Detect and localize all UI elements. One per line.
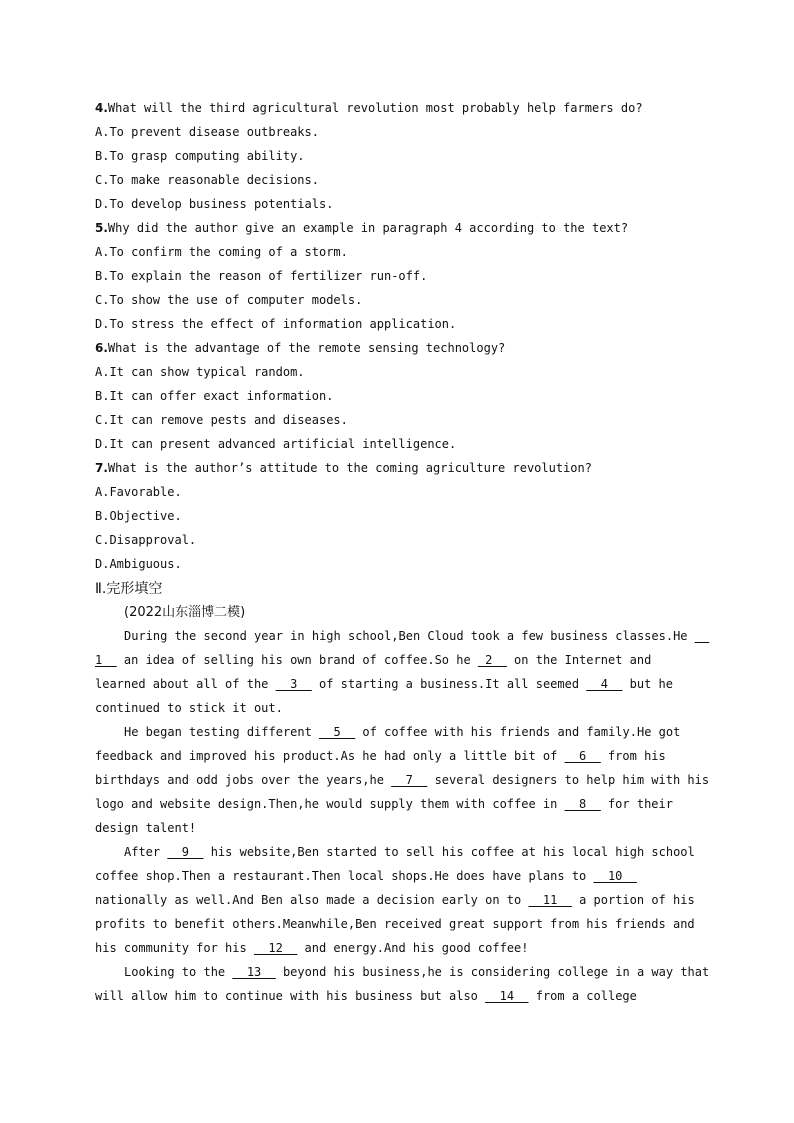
text-segment: During the second year in high school,Ben Cloud took a few business classes.He <box>124 629 695 643</box>
option-c: C.Disapproval. <box>95 533 197 547</box>
question-number: 5. <box>95 221 108 235</box>
text-segment: After <box>124 845 168 859</box>
text-segment: from his <box>600 749 666 763</box>
blank-4: __4__ <box>586 677 623 691</box>
text-segment: and energy.And his good coffee! <box>297 941 529 955</box>
text-segment: logo and website design.Then,he would supply them with coffee in <box>95 797 565 811</box>
passage-line: design talent! <box>95 821 197 835</box>
question-number: 7. <box>95 461 108 475</box>
source-note: (2022山东淄博二模) <box>124 605 246 620</box>
text-segment: Looking to the <box>124 965 233 979</box>
question-text: What is the author’s attitude to the coming agriculture revolution? <box>107 461 592 475</box>
blank-1-cont: 1__ <box>95 653 117 667</box>
text-segment: coffee shop.Then a restaurant.Then local shops.He does have plans to <box>95 869 594 883</box>
blank-12: __12__ <box>253 941 298 955</box>
passage-line <box>95 891 695 909</box>
text-segment: several designers to help him with his <box>427 773 710 787</box>
text-segment: learned about all of the <box>95 677 276 691</box>
text-segment: his community for his <box>95 941 254 955</box>
blank-10: __10__ <box>593 869 637 883</box>
passage-line <box>95 795 695 813</box>
passage-line <box>95 867 695 885</box>
option-a: A.To prevent disease outbreaks. <box>95 125 319 139</box>
blank-7: __7__ <box>391 773 428 787</box>
option-b: B.Objective. <box>95 509 182 523</box>
blank-6: __6__ <box>564 749 601 763</box>
option-a: A.Favorable. <box>95 485 182 499</box>
passage-line <box>95 747 695 765</box>
text-segment: nationally as well.And Ben also made a decision early on to <box>95 893 529 907</box>
question-5 <box>95 219 695 237</box>
blank-2: _2__ <box>477 653 507 667</box>
question-number: 6. <box>95 341 108 355</box>
blank-5: __5__ <box>319 725 356 739</box>
option-d: D.To stress the effect of information application. <box>95 317 457 331</box>
option-a: A.To confirm the coming of a storm. <box>95 245 348 259</box>
text-segment: on the Internet and <box>506 653 652 667</box>
passage-line <box>95 675 695 693</box>
question-number: 4. <box>95 101 108 115</box>
section-title: Ⅱ.完形填空 <box>95 581 163 597</box>
text-segment: but he <box>622 677 673 691</box>
option-c: C.To make reasonable decisions. <box>95 173 319 187</box>
blank-1: __ <box>694 629 710 643</box>
text-segment: for their <box>600 797 673 811</box>
question-text: Why did the author give an example in paragraph 4 according to the text? <box>107 221 629 235</box>
text-segment: beyond his business,he is considering college in a way that <box>275 965 710 979</box>
blank-3: __3__ <box>275 677 312 691</box>
text-segment: He began testing different <box>124 725 320 739</box>
blank-11: __11__ <box>528 893 572 907</box>
passage-line <box>124 627 710 645</box>
passage-line <box>124 843 694 861</box>
text-segment: of starting a business.It all seemed <box>311 677 587 691</box>
question-4 <box>95 99 695 117</box>
question-7 <box>95 459 695 477</box>
option-d: D.Ambiguous. <box>95 557 182 571</box>
question-text: What will the third agricultural revolution most probably help farmers do? <box>107 101 643 115</box>
option-a: A.It can show typical random. <box>95 365 305 379</box>
text-segment: a portion of his <box>571 893 695 907</box>
option-b: B.To grasp computing ability. <box>95 149 305 163</box>
passage-line <box>95 939 695 957</box>
option-d: D.To develop business potentials. <box>95 197 334 211</box>
passage-line: profits to benefit others.Meanwhile,Ben received great support from his friends and <box>95 917 695 931</box>
blank-9: __9__ <box>167 845 204 859</box>
text-segment: from a college <box>528 989 637 1003</box>
text-segment: of coffee with his friends and family.He got <box>355 725 681 739</box>
blank-13: __13__ <box>232 965 276 979</box>
option-c: C.It can remove pests and diseases. <box>95 413 348 427</box>
question-text: What is the advantage of the remote sensing technology? <box>107 341 506 355</box>
text-segment: feedback and improved his product.As he had only a little bit of <box>95 749 565 763</box>
text-segment: will allow him to continue with his business but also <box>95 989 486 1003</box>
passage-line <box>124 723 694 741</box>
passage-line <box>95 771 710 789</box>
option-c: C.To show the use of computer models. <box>95 293 363 307</box>
text-segment: an idea of selling his own brand of coffee.So he <box>116 653 478 667</box>
passage-line <box>95 987 695 1005</box>
passage-line <box>124 963 710 981</box>
option-b: B.It can offer exact information. <box>95 389 334 403</box>
option-b: B.To explain the reason of fertilizer run-off. <box>95 269 428 283</box>
blank-14: __14__ <box>485 989 529 1003</box>
blank-8: __8__ <box>564 797 601 811</box>
passage-line: continued to stick it out. <box>95 701 283 715</box>
passage-line <box>95 651 695 669</box>
text-segment: his website,Ben started to sell his coffee at his local high school <box>203 845 695 859</box>
question-6 <box>95 339 695 357</box>
text-segment: birthdays and odd jobs over the years,he <box>95 773 392 787</box>
option-d: D.It can present advanced artificial intelligence. <box>95 437 457 451</box>
